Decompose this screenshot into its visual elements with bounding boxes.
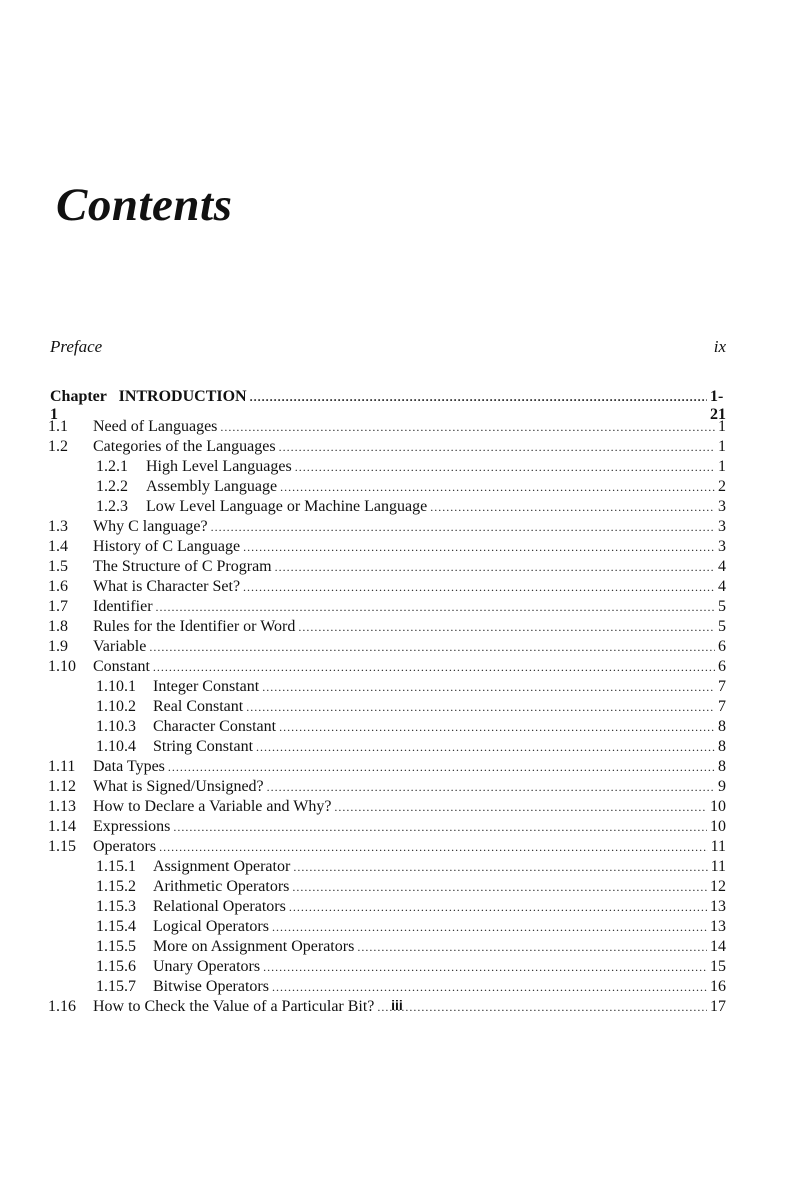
entry-number: 1.16 xyxy=(48,998,76,1015)
leader-dots xyxy=(149,640,715,655)
entry-number: 1.2.3 xyxy=(96,498,128,515)
entry-page: 16 xyxy=(710,978,726,995)
chapter-number: Chapter 1 xyxy=(50,388,107,423)
entry-title: Need of Languages xyxy=(93,418,218,435)
entry-page: 13 xyxy=(710,898,726,915)
entry-page: 9 xyxy=(718,778,726,795)
entry-page: 2 xyxy=(718,478,726,495)
toc-entry xyxy=(48,438,726,458)
toc-entry xyxy=(48,898,726,918)
entry-page: 10 xyxy=(710,798,726,815)
leader-dots xyxy=(275,560,715,575)
entry-number: 1.14 xyxy=(48,818,76,835)
toc-entry xyxy=(48,638,726,658)
entry-title: What is Signed/Unsigned? xyxy=(93,778,264,795)
leader-dots xyxy=(272,980,707,995)
toc-entry xyxy=(48,558,726,578)
entry-page: 17 xyxy=(710,998,726,1015)
preface-page: ix xyxy=(713,337,726,356)
toc-entry xyxy=(48,798,726,818)
entry-page: 6 xyxy=(718,658,726,675)
entry-title: Integer Constant xyxy=(153,678,260,695)
entry-number: 1.15.3 xyxy=(96,898,136,915)
entry-title: How to Declare a Variable and Why? xyxy=(93,798,332,815)
entry-number: 1.11 xyxy=(48,758,76,775)
toc-entry xyxy=(48,738,726,758)
entry-title: Assembly Language xyxy=(146,478,278,495)
toc-entry xyxy=(48,578,726,598)
toc-entry xyxy=(48,818,726,838)
entry-number: 1.2 xyxy=(48,438,68,455)
entry-page: 3 xyxy=(718,498,726,515)
preface-entry xyxy=(50,337,726,359)
entry-page: 12 xyxy=(710,878,726,895)
entry-number: 1.15.7 xyxy=(96,978,136,995)
leader-dots xyxy=(263,960,707,975)
entry-title: Arithmetic Operators xyxy=(153,878,290,895)
entry-number: 1.7 xyxy=(48,598,68,615)
entry-title: Assignment Operator xyxy=(153,858,291,875)
entry-title: Unary Operators xyxy=(153,958,261,975)
leader-dots xyxy=(334,800,707,815)
entry-page: 8 xyxy=(718,738,726,755)
toc-entry xyxy=(48,598,726,618)
entry-title: Bitwise Operators xyxy=(153,978,269,995)
chapter-pages: 1-21 xyxy=(710,388,726,423)
entry-number: 1.15 xyxy=(48,838,76,855)
entry-number: 1.13 xyxy=(48,798,76,815)
chapter-title: INTRODUCTION xyxy=(118,388,247,405)
leader-dots xyxy=(272,920,707,935)
toc-entry xyxy=(48,778,726,798)
leader-dots xyxy=(153,660,715,675)
leader-dots xyxy=(243,540,715,555)
entry-number: 1.15.4 xyxy=(96,918,136,935)
entry-page: 6 xyxy=(718,638,726,655)
entry-number: 1.5 xyxy=(48,558,68,575)
leader-dots xyxy=(243,580,715,595)
entry-page: 13 xyxy=(710,918,726,935)
entry-number: 1.2.2 xyxy=(96,478,128,495)
toc-entry xyxy=(48,858,726,878)
entry-page: 3 xyxy=(718,538,726,555)
leader-dots xyxy=(267,780,715,795)
entry-title: History of C Language xyxy=(93,538,241,555)
entry-page: 4 xyxy=(718,578,726,595)
entry-number: 1.15.1 xyxy=(96,858,136,875)
leader-dots xyxy=(250,390,707,405)
entry-title: More on Assignment Operators xyxy=(153,938,355,955)
entry-title: The Structure of C Program xyxy=(93,558,272,575)
toc-entry xyxy=(48,938,726,958)
leader-dots xyxy=(292,880,707,895)
entry-number: 1.2.1 xyxy=(96,458,128,475)
toc-entry xyxy=(48,718,726,738)
entry-page: 8 xyxy=(718,718,726,735)
toc-entry xyxy=(48,758,726,778)
entry-title: Rules for the Identifier or Word xyxy=(93,618,296,635)
entry-title: What is Character Set? xyxy=(93,578,241,595)
chapter-heading xyxy=(50,388,726,423)
toc-entry xyxy=(48,418,726,438)
entry-page: 7 xyxy=(718,698,726,715)
entry-title: High Level Languages xyxy=(146,458,292,475)
entry-title: Operators xyxy=(93,838,157,855)
entry-page: 11 xyxy=(710,858,726,875)
leader-dots xyxy=(262,680,715,695)
entry-title: Relational Operators xyxy=(153,898,286,915)
entry-page: 10 xyxy=(710,818,726,835)
leader-dots xyxy=(156,600,715,615)
entry-title: Low Level Language or Machine Language xyxy=(146,498,428,515)
entry-title: Real Constant xyxy=(153,698,244,715)
leader-dots xyxy=(298,620,715,635)
leader-dots xyxy=(173,820,707,835)
entry-number: 1.3 xyxy=(48,518,68,535)
toc-entry xyxy=(48,518,726,538)
entry-number: 1.10.1 xyxy=(96,678,136,695)
entry-title: Expressions xyxy=(93,818,171,835)
entry-title: Categories of the Languages xyxy=(93,438,276,455)
leader-dots xyxy=(279,440,715,455)
entry-page: 5 xyxy=(718,598,726,615)
toc-entry xyxy=(48,958,726,978)
entry-title: Variable xyxy=(93,638,147,655)
toc-entry xyxy=(48,878,726,898)
toc-list xyxy=(48,418,726,1018)
leader-dots xyxy=(293,860,707,875)
entry-title: Identifier xyxy=(93,598,153,615)
entry-page: 1 xyxy=(718,418,726,435)
leader-dots xyxy=(220,420,715,435)
leader-dots xyxy=(159,840,708,855)
entry-title: Logical Operators xyxy=(153,918,269,935)
entry-page: 14 xyxy=(710,938,726,955)
entry-page: 4 xyxy=(718,558,726,575)
entry-number: 1.10.4 xyxy=(96,738,136,755)
entry-title: Why C language? xyxy=(93,518,208,535)
entry-title: Data Types xyxy=(93,758,165,775)
entry-number: 1.4 xyxy=(48,538,68,555)
leader-dots xyxy=(295,460,715,475)
toc-entry xyxy=(48,678,726,698)
entry-page: 7 xyxy=(718,678,726,695)
leader-dots xyxy=(357,940,707,955)
leader-dots xyxy=(211,520,715,535)
entry-page: 3 xyxy=(718,518,726,535)
entry-number: 1.15.5 xyxy=(96,938,136,955)
toc-entry xyxy=(48,618,726,638)
entry-title: How to Check the Value of a Particular Bit? xyxy=(93,998,375,1015)
entry-page: 1 xyxy=(718,438,726,455)
entry-number: 1.15.6 xyxy=(96,958,136,975)
entry-number: 1.10.2 xyxy=(96,698,136,715)
entry-number: 1.10.3 xyxy=(96,718,136,735)
page-number: iii xyxy=(391,997,403,1013)
entry-page: 1 xyxy=(718,458,726,475)
toc-entry xyxy=(48,538,726,558)
entry-number: 1.12 xyxy=(48,778,76,795)
entry-page: 8 xyxy=(718,758,726,775)
entry-number: 1.9 xyxy=(48,638,68,655)
toc-entry xyxy=(48,498,726,518)
toc-entry xyxy=(48,918,726,938)
leader-dots xyxy=(168,760,715,775)
entry-page: 15 xyxy=(710,958,726,975)
entry-title: String Constant xyxy=(153,738,254,755)
toc-entry xyxy=(48,698,726,718)
entry-page: 11 xyxy=(710,838,726,855)
entry-title: Constant xyxy=(93,658,150,675)
entry-title: Character Constant xyxy=(153,718,277,735)
entry-number: 1.1 xyxy=(48,418,68,435)
entry-number: 1.10 xyxy=(48,658,76,675)
entry-page: 5 xyxy=(718,618,726,635)
toc-entry xyxy=(48,658,726,678)
leader-dots xyxy=(279,720,715,735)
preface-label: Preface xyxy=(50,337,103,356)
toc-entry xyxy=(48,978,726,998)
entry-number: 1.6 xyxy=(48,578,68,595)
page-title: Contents xyxy=(56,179,233,231)
leader-dots xyxy=(256,740,715,755)
toc-entry xyxy=(48,838,726,858)
leader-dots xyxy=(430,500,715,515)
toc-entry xyxy=(48,478,726,498)
leader-dots xyxy=(280,480,715,495)
leader-dots xyxy=(246,700,715,715)
leader-dots xyxy=(289,900,707,915)
entry-number: 1.8 xyxy=(48,618,68,635)
toc-entry xyxy=(48,458,726,478)
entry-number: 1.15.2 xyxy=(96,878,136,895)
